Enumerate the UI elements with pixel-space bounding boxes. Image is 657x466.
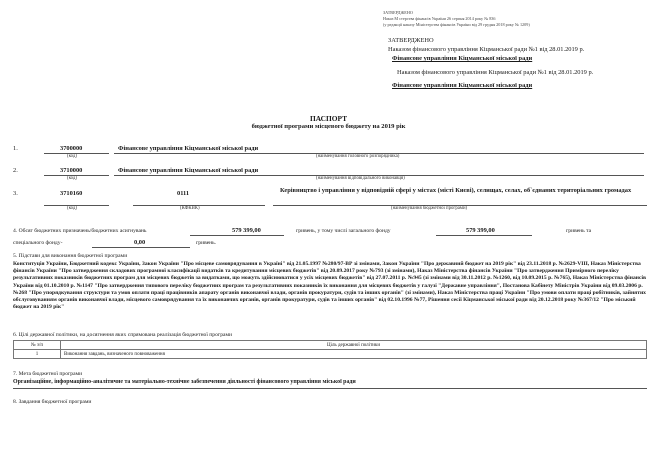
row3-caption-name: (найменування бюджетної програми) [391,206,468,211]
goal-row-num: 1 [14,350,61,359]
budget-total: 579 399,00 [232,227,261,234]
stamp-line-2: Наказ М стерства фінансів України 26 серпня 2014 року № 836 [383,16,496,21]
goals-table [13,340,647,359]
goal-row-text: Виконання завдань, визначеного повноваження [61,350,647,359]
passport-subtitle: бюджетної програми місцевого бюджету на 2019 рік [251,123,406,130]
row3-caption-code: (код) [67,206,77,211]
row3-kfkvk: 0111 [177,190,190,197]
budget-text-1: 4. Обсяг бюджетних призначень/бюджетних асигнувань [13,228,147,234]
tasks-heading: 8. Завдання бюджетної програми [13,399,92,405]
row2-name: Фінансове управління Кіцманської міської ради [118,167,259,174]
row1-name: Фінансове управління Кіцманської міської ради [118,145,259,152]
stamp-line-1: ЗАТВЕРДЖЕНО [383,10,413,15]
budget-text-4: спеціального фонду- [13,240,63,246]
row3-name: Керівництво і управління у відповідній сфері у містах (місті Києві), селищах, селах, об`єднаних територіальних громадах [280,187,632,194]
approved-org-2: Фінансове управління Кіцманської міської ради [392,82,533,89]
budget-text-3: гривень та [566,228,592,234]
row2-caption-name: (найменування відповідального виконавця) [316,176,405,181]
basis-text: Конституція України, Бюджетний кодекс України, Закон України "Про місцеве самоврядування в Україні" від 21.05.1997 №280/97-ВР зі змінами, Закон України "Про державний бюджет на 2019 рік" від 23.11.2018 р. №2629-VIII, Наказ Міністерства фінансів України "Про затвердження складових програмної класифікації видатків та кредитування місцевих бюджетів" від 20.09.2017 року №793 (зі змінами), Наказ Міністерства фінансів України "Про затвердження Примірного переліку результативних показників бюджетних програм для місцевих бюджетів за видатками, що можуть здійснюватися у усіх місцевих бюджетів" від 27.07.2011 р. №945 (зі змінами від 30.11.2012 р. №1260, від 10.09.2015 р. №765), Наказ Міністерства фінансів України від 01.10.2010 р. №1147 "Про затвердження типового переліку бюджетних програм та результативних показників їх виконання для місцевих бюджетів у галузі "Державне управління", Постанова Кабінету Міністрів України від 09.03.2006 р. №268 "Про упорядкування структури та умов оплати праці працівників апарату органів виконавчої влади, органів прокуратури, судів та інших органів" (зі змінами), Наказ Міністерства праці України "Про умови оплати праці робітників, зайнятих обслуговуванням органів виконавчої влади, місцевого самоврядування та їх виконавчих органів, органів прокуратури, судів та інших органів" від 02.10.1996 №77, Рішення сесії Кіцманської міської ради від 20.12.2018 року №367/12 "Про міський бюджет на 2019 рік" [13,261,647,311]
approved-title: ЗАТВЕРДЖЕНО [388,37,434,44]
row1-number: 1. [13,145,18,152]
passport-title: ПАСПОРТ [309,114,348,123]
row2-caption-code: (код) [67,176,77,181]
row1-code: 3700000 [60,145,83,152]
budget-general: 579 399,00 [466,227,495,234]
goals-header-goal: Ціль державної політики [61,341,647,350]
budget-text-5: гривень. [196,240,217,246]
goals-heading: 6. Цілі державної політики, на досягнення яких спрямована реалізація бюджетної програми [13,332,233,338]
aim-heading: 7. Мета бюджетної програми [13,371,83,377]
stamp-line-3: (у редакції наказу Міністерства фінансів України від 29 грудня 2018 року № 1209) [383,22,530,27]
budget-text-2: гривень, у тому числі загального фонду [296,228,391,234]
row3-code: 3710160 [60,190,83,197]
goals-header-num: № з/п [14,341,61,350]
table-row [14,350,647,359]
budget-special: 0,00 [134,239,146,246]
row3-number: 3. [13,190,18,197]
row1-caption-name: (найменування головного розпорядника) [316,154,400,159]
row1-caption-code: (код) [67,154,77,159]
aim-text: Організаційне, інформаційно-аналітичне та матеріально-технічне забезпечення діяльності фінансового управління міської ради [13,379,356,385]
basis-heading: 5. Підстави для виконання бюджетної програми [13,253,128,259]
approved-order-2: Наказом фінансового управління Кіцманської ради №1 від 28.01.2019 р. [397,69,594,76]
row2-code: 3710000 [60,167,83,174]
goals-header-row [14,341,647,350]
row2-number: 2. [13,167,18,174]
row3-caption-kfkvk: (КФКВК) [180,206,200,211]
approved-order-1: Наказом фінансового управління Кіцманської ради №1 від 28.01.2019 р. [388,46,585,53]
approved-org-1: Фінансове управління Кіцманської міської ради [392,55,533,62]
